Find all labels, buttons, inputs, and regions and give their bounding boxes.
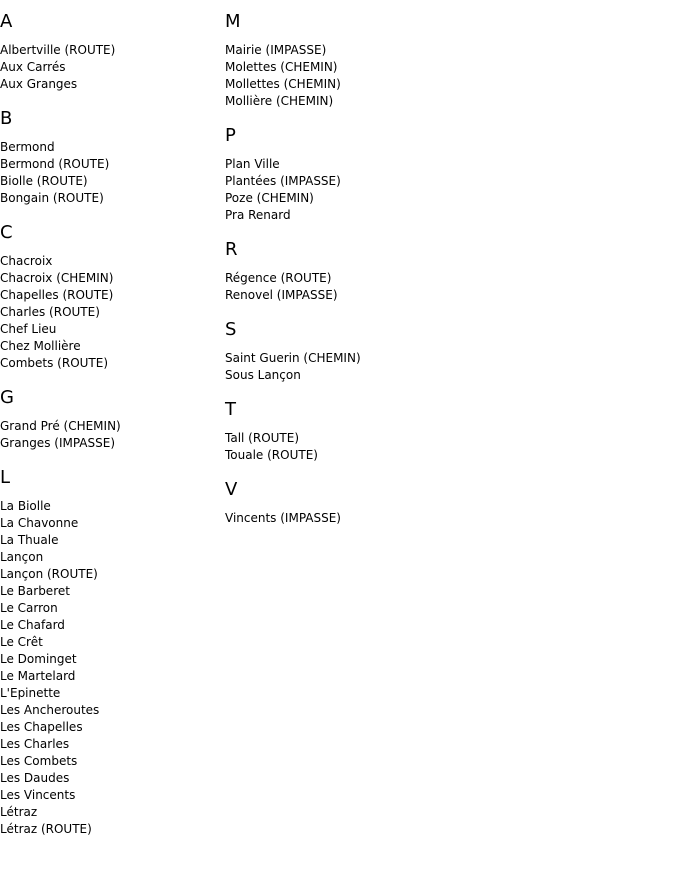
letter-heading: R bbox=[225, 239, 238, 260]
street-name: Mairie (IMPASSE) bbox=[225, 43, 327, 57]
letter-group bbox=[225, 126, 525, 224]
letter-heading: C bbox=[0, 222, 13, 243]
street-list bbox=[225, 430, 525, 464]
street-name: Plantées (IMPASSE) bbox=[225, 174, 341, 188]
street-name: Chacroix (CHEMIN) bbox=[0, 271, 114, 285]
street-name: Le Crêt bbox=[0, 635, 43, 649]
street-name: Létraz (ROUTE) bbox=[0, 822, 92, 836]
street-name: Les Daudes bbox=[0, 771, 70, 785]
letter-heading: M bbox=[225, 11, 241, 32]
street-list bbox=[225, 510, 525, 527]
street-name: Bongain (ROUTE) bbox=[0, 191, 104, 205]
street-name: Vincents (IMPASSE) bbox=[225, 511, 341, 525]
letter-heading: B bbox=[0, 108, 13, 129]
street-name: Le Chafard bbox=[0, 618, 65, 632]
street-name: Molettes (CHEMIN) bbox=[225, 60, 338, 74]
street-name: Chez Mollière bbox=[0, 339, 81, 353]
street-name: L'Epinette bbox=[0, 686, 61, 700]
street-index-left-column bbox=[0, 12, 220, 854]
street-name: Combets (ROUTE) bbox=[0, 356, 109, 370]
street-name: Granges (IMPASSE) bbox=[0, 436, 116, 450]
street-name: Les Chapelles bbox=[0, 720, 83, 734]
street-name: Plan Ville bbox=[225, 157, 280, 171]
street-name: Charles (ROUTE) bbox=[0, 305, 100, 319]
street-name: Sous Lançon bbox=[225, 368, 301, 382]
letter-heading: A bbox=[0, 11, 13, 32]
letter-heading: T bbox=[225, 399, 236, 420]
street-list bbox=[0, 498, 220, 838]
street-name: Lançon bbox=[0, 550, 44, 564]
street-list bbox=[225, 42, 525, 110]
street-name: Chacroix bbox=[0, 254, 53, 268]
street-list bbox=[0, 139, 220, 207]
letter-group bbox=[225, 320, 525, 384]
letter-heading: L bbox=[0, 467, 11, 488]
street-name: Le Dominget bbox=[0, 652, 77, 666]
letter-group bbox=[0, 388, 220, 452]
street-name: Saint Guerin (CHEMIN) bbox=[225, 351, 361, 365]
letter-group bbox=[0, 468, 220, 838]
street-name: Aux Carrés bbox=[0, 60, 66, 74]
letter-group bbox=[225, 400, 525, 464]
street-name: Poze (CHEMIN) bbox=[225, 191, 314, 205]
street-name: Grand Pré (CHEMIN) bbox=[0, 419, 121, 433]
street-name: Régence (ROUTE) bbox=[225, 271, 332, 285]
street-index-right-column bbox=[225, 12, 525, 543]
street-name: La Thuale bbox=[0, 533, 59, 547]
street-list bbox=[0, 418, 220, 452]
street-name: Bermond bbox=[0, 140, 55, 154]
street-name: Mollettes (CHEMIN) bbox=[225, 77, 341, 91]
letter-heading: V bbox=[225, 479, 238, 500]
street-name: Le Martelard bbox=[0, 669, 76, 683]
street-name: Lançon (ROUTE) bbox=[0, 567, 98, 581]
letter-heading: G bbox=[0, 387, 14, 408]
street-name: Pra Renard bbox=[225, 208, 291, 222]
letter-group bbox=[0, 109, 220, 207]
street-name: Létraz bbox=[0, 805, 38, 819]
street-name: La Chavonne bbox=[0, 516, 79, 530]
letter-group bbox=[0, 12, 220, 93]
street-name: La Biolle bbox=[0, 499, 51, 513]
street-name: Les Vincents bbox=[0, 788, 76, 802]
street-name: Le Carron bbox=[0, 601, 58, 615]
letter-heading: P bbox=[225, 125, 236, 146]
street-name: Les Charles bbox=[0, 737, 70, 751]
street-list bbox=[225, 350, 525, 384]
street-name: Aux Granges bbox=[0, 77, 78, 91]
street-list bbox=[225, 156, 525, 224]
street-name: Le Barberet bbox=[0, 584, 70, 598]
letter-group bbox=[225, 12, 525, 110]
street-name: Renovel (IMPASSE) bbox=[225, 288, 338, 302]
street-name: Mollière (CHEMIN) bbox=[225, 94, 334, 108]
letter-group bbox=[0, 223, 220, 372]
street-name: Les Ancheroutes bbox=[0, 703, 100, 717]
street-name: Tall (ROUTE) bbox=[225, 431, 300, 445]
street-name: Touale (ROUTE) bbox=[225, 448, 318, 462]
street-name: Bermond (ROUTE) bbox=[0, 157, 110, 171]
letter-group bbox=[225, 240, 525, 304]
letter-heading: S bbox=[225, 319, 237, 340]
street-name: Chapelles (ROUTE) bbox=[0, 288, 114, 302]
street-list bbox=[0, 42, 220, 93]
street-name: Chef Lieu bbox=[0, 322, 57, 336]
street-name: Les Combets bbox=[0, 754, 78, 768]
street-name: Biolle (ROUTE) bbox=[0, 174, 88, 188]
street-name: Albertville (ROUTE) bbox=[0, 43, 116, 57]
letter-group bbox=[225, 480, 525, 527]
street-list bbox=[225, 270, 525, 304]
street-list bbox=[0, 253, 220, 372]
